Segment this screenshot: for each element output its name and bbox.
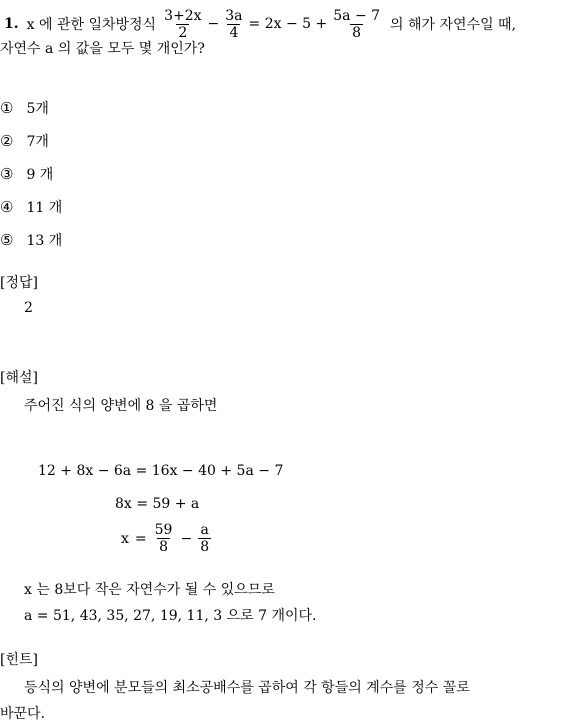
equation-3-fraction-2-denominator: 8 bbox=[200, 539, 210, 555]
equation-1-rhs: = 16x − 40 + 5a − 7 bbox=[135, 463, 284, 479]
explanation-line-a: x 는 8보다 작은 자연수가 될 수 있으므로 bbox=[24, 582, 275, 598]
equation-3 bbox=[121, 522, 213, 555]
choice-marker: ② bbox=[0, 132, 14, 150]
hint-heading: [힌트] bbox=[0, 652, 38, 668]
equation-1-lhs: 12 + 8x − 6a bbox=[38, 463, 132, 479]
hint-line-1: 등식의 양변에 분모들의 최소공배수를 곱하여 각 항들의 계수를 정수 꼴로 bbox=[24, 680, 470, 696]
fraction-3-denominator: 8 bbox=[352, 24, 362, 41]
question-minus: − bbox=[207, 16, 220, 32]
equation-3-fraction-1-denominator: 8 bbox=[159, 539, 169, 555]
fraction-2 bbox=[223, 8, 244, 41]
equation-3-minus: − bbox=[180, 530, 193, 547]
question-number: 1. bbox=[4, 16, 19, 32]
equation-2 bbox=[115, 496, 199, 512]
explanation-heading: [해설] bbox=[0, 370, 38, 386]
answer-value: 2 bbox=[24, 300, 33, 316]
hint-line-2: 바꾼다. bbox=[0, 706, 46, 722]
question-mid: = 2x − 5 + bbox=[248, 16, 328, 32]
choice-4[interactable] bbox=[0, 197, 62, 217]
choice-label: 5개 bbox=[26, 101, 49, 117]
equation-2-lhs: 8x bbox=[115, 496, 132, 512]
choice-marker: ③ bbox=[0, 165, 14, 183]
equation-2-rhs: = 59 + a bbox=[136, 496, 200, 512]
choice-marker: ⑤ bbox=[0, 231, 14, 249]
question-prefix: x 에 관한 일차방정식 bbox=[26, 17, 157, 33]
answer-heading: [정답] bbox=[0, 275, 38, 291]
equation-3-fraction-2 bbox=[198, 522, 211, 555]
choice-5[interactable] bbox=[0, 230, 62, 250]
choice-label: 11 개 bbox=[26, 200, 63, 216]
fraction-1-numerator: 3+2x bbox=[164, 7, 202, 24]
equation-1 bbox=[38, 463, 283, 479]
equation-3-fraction-2-numerator: a bbox=[200, 522, 209, 538]
equation-3-lhs: x bbox=[121, 530, 129, 547]
explanation-line-b: a = 51, 43, 35, 27, 19, 11, 3 으로 7 개이다. bbox=[24, 608, 317, 624]
choice-marker: ① bbox=[0, 99, 14, 117]
choice-3[interactable] bbox=[0, 164, 53, 184]
equation-3-fraction-1-numerator: 59 bbox=[154, 522, 173, 538]
choice-2[interactable] bbox=[0, 131, 49, 151]
choice-label: 7개 bbox=[26, 134, 49, 150]
choice-label: 9 개 bbox=[26, 167, 54, 183]
equation-3-fraction-1 bbox=[153, 522, 175, 555]
equation-3-equals: = bbox=[134, 530, 147, 547]
fraction-3-numerator: 5a − 7 bbox=[333, 7, 381, 24]
question-line-2: 자연수 a 의 값을 모두 몇 개인가? bbox=[0, 41, 205, 57]
question-suffix: 의 해가 자연수일 때, bbox=[390, 17, 517, 33]
fraction-1 bbox=[162, 8, 203, 41]
fraction-2-denominator: 4 bbox=[229, 24, 239, 41]
explanation-intro: 주어진 식의 양변에 8 을 곱하면 bbox=[24, 398, 218, 414]
choice-label: 13 개 bbox=[26, 233, 63, 249]
choice-marker: ④ bbox=[0, 198, 14, 216]
fraction-3 bbox=[331, 8, 382, 41]
fraction-2-numerator: 3a bbox=[225, 7, 243, 24]
fraction-1-denominator: 2 bbox=[178, 24, 188, 41]
choice-1[interactable] bbox=[0, 98, 49, 118]
